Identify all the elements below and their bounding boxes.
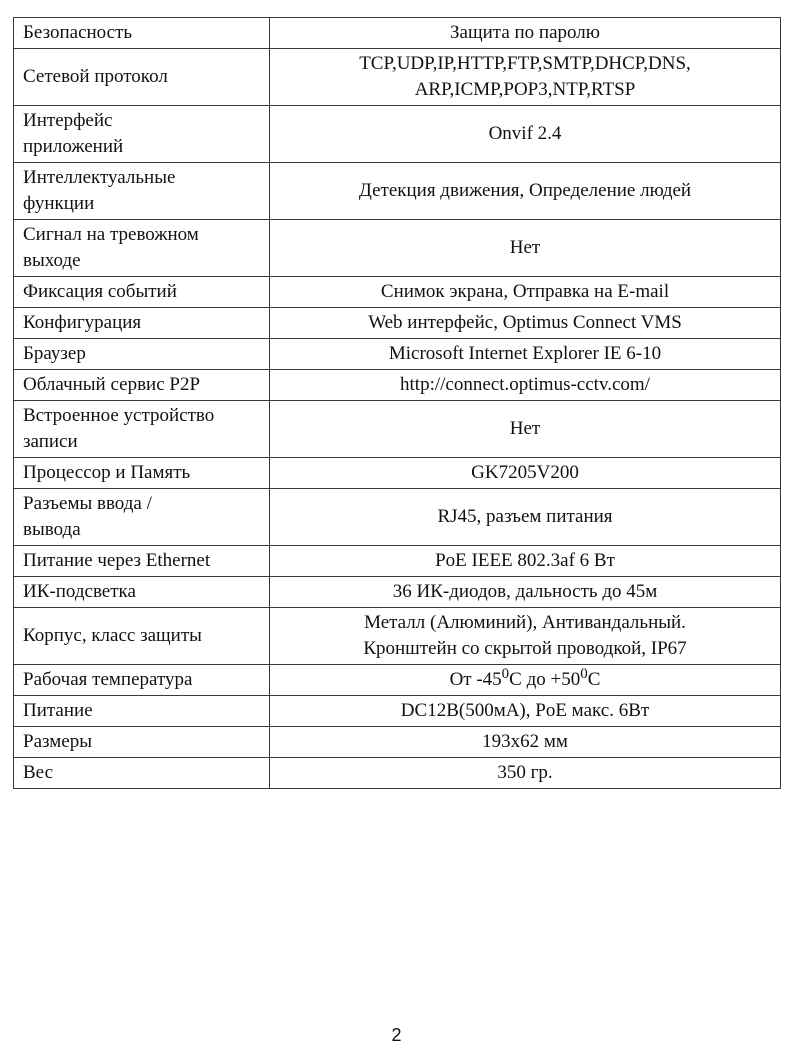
spec-row: [14, 546, 781, 577]
spec-parameter-cell: [14, 18, 270, 49]
spec-value-cell: [270, 339, 781, 370]
spec-value-text: Защита по паролю: [450, 22, 600, 43]
spec-value-text: Web интерфейс, Optimus Connect VMS: [368, 312, 682, 333]
spec-parameter-text: записи: [23, 431, 78, 452]
spec-parameter-text: Интеллектуальные: [23, 167, 176, 188]
spec-value-text: DC12В(500мА), PoE макс. 6Вт: [400, 700, 650, 721]
spec-value-cell: [270, 106, 781, 163]
spec-value-cell: [270, 489, 781, 546]
spec-parameter-cell: [14, 370, 270, 401]
spec-value-text: Нет: [509, 237, 541, 258]
spec-value-text: Microsoft Internet Explorer IE 6-10: [388, 343, 662, 364]
spec-parameter-text: Процессор и Память: [23, 462, 191, 483]
spec-value-cell: [270, 370, 781, 401]
spec-row: [14, 577, 781, 608]
spec-parameter-cell: [14, 277, 270, 308]
spec-parameter-text: Питание: [23, 700, 93, 721]
spec-parameter-cell: [14, 458, 270, 489]
specifications-table: [13, 17, 781, 789]
spec-value-cell: [270, 577, 781, 608]
spec-value-cell: [270, 277, 781, 308]
spec-parameter-cell: [14, 577, 270, 608]
spec-parameter-text: выходе: [23, 250, 81, 271]
spec-parameter-text: Браузер: [23, 343, 86, 364]
spec-value-text: 193x62 мм: [482, 731, 568, 752]
spec-parameter-text: Вес: [23, 762, 54, 783]
spec-value-fragment: От -45: [449, 669, 502, 690]
spec-parameter-text: ИК-подсветка: [23, 581, 136, 602]
spec-value-text: PoE IEEE 802.3af 6 Вт: [435, 550, 615, 571]
spec-parameter-text: приложений: [23, 136, 124, 157]
spec-parameter-text: Встроенное устройство: [23, 405, 215, 426]
spec-row: [14, 106, 781, 163]
spec-value-fragment: С: [587, 669, 601, 690]
spec-parameter-text: вывода: [23, 519, 81, 540]
spec-value-text: TCP,UDP,IP,HTTP,FTP,SMTP,DHCP,DNS,: [359, 53, 691, 74]
spec-value-fragment: С до +50: [509, 669, 581, 690]
spec-parameter-cell: [14, 546, 270, 577]
spec-value-cell: [270, 727, 781, 758]
spec-parameter-cell: [14, 489, 270, 546]
spec-parameter-cell: [14, 401, 270, 458]
spec-parameter-text: Фиксация событий: [23, 281, 177, 302]
spec-row: [14, 220, 781, 277]
spec-row: [14, 489, 781, 546]
spec-value-cell: [270, 546, 781, 577]
spec-row: [14, 758, 781, 789]
degree-superscript: 0: [580, 666, 588, 682]
spec-row: [14, 308, 781, 339]
spec-value-cell: [270, 401, 781, 458]
spec-value-text: 36 ИК-диодов, дальность до 45м: [392, 581, 658, 602]
spec-parameter-text: Корпус, класс защиты: [23, 625, 202, 646]
spec-parameter-text: Разъемы ввода /: [23, 493, 152, 514]
specifications-table-body: [14, 18, 781, 789]
spec-value-cell: [270, 458, 781, 489]
spec-parameter-cell: [14, 220, 270, 277]
spec-parameter-cell: [14, 608, 270, 665]
spec-value-text: Детекция движения, Определение людей: [358, 180, 692, 201]
spec-row: [14, 163, 781, 220]
spec-value-text: Onvif 2.4: [488, 123, 562, 144]
spec-parameter-cell: [14, 665, 270, 696]
spec-value-cell: [270, 49, 781, 106]
spec-value-cell: [270, 220, 781, 277]
spec-parameter-text: Питание через Ethernet: [23, 550, 211, 571]
spec-parameter-cell: [14, 49, 270, 106]
spec-value-cell: [270, 608, 781, 665]
spec-row: [14, 401, 781, 458]
spec-row: [14, 665, 781, 696]
spec-row: [14, 458, 781, 489]
spec-value-text: Нет: [509, 418, 541, 439]
spec-parameter-text: Сетевой протокол: [23, 66, 168, 87]
spec-row: [14, 727, 781, 758]
spec-row: [14, 339, 781, 370]
spec-value-cell: [270, 308, 781, 339]
spec-parameter-text: Облачный сервис P2P: [23, 374, 201, 395]
spec-value-text: Кронштейн со скрытой проводкой, IP67: [363, 638, 687, 659]
spec-parameter-cell: [14, 163, 270, 220]
spec-parameter-text: Интерфейс: [23, 110, 113, 131]
spec-value-cell: [270, 758, 781, 789]
spec-row: [14, 370, 781, 401]
page-number: 2: [391, 1025, 402, 1045]
spec-value-text: ARP,ICMP,POP3,NTP,RTSP: [414, 79, 636, 100]
spec-value-cell: [270, 665, 781, 696]
spec-value-text: Снимок экрана, Отправка на E-mail: [380, 281, 670, 302]
spec-value-cell: [270, 18, 781, 49]
spec-parameter-cell: [14, 696, 270, 727]
spec-parameter-text: Конфигурация: [23, 312, 142, 333]
spec-parameter-text: Размеры: [23, 731, 92, 752]
spec-value-cell: [270, 163, 781, 220]
spec-parameter-cell: [14, 308, 270, 339]
spec-value-text: Металл (Алюминий), Антивандальный.: [364, 612, 686, 633]
spec-parameter-text: Сигнал на тревожном: [23, 224, 199, 245]
spec-row: [14, 696, 781, 727]
spec-value-text: http://connect.optimus-cctv.com/: [400, 374, 650, 395]
spec-value-text: GK7205V200: [471, 462, 579, 483]
spec-row: [14, 18, 781, 49]
spec-value-text: RJ45, разъем питания: [437, 506, 613, 527]
spec-parameter-cell: [14, 758, 270, 789]
spec-value-cell: [270, 696, 781, 727]
spec-parameter-cell: [14, 106, 270, 163]
spec-value-text: 350 гр.: [497, 762, 553, 783]
spec-parameter-text: функции: [23, 193, 95, 214]
spec-row: [14, 608, 781, 665]
spec-parameter-cell: [14, 727, 270, 758]
spec-parameter-cell: [14, 339, 270, 370]
spec-row: [14, 49, 781, 106]
spec-parameter-text: Рабочая температура: [23, 669, 193, 690]
spec-row: [14, 277, 781, 308]
degree-superscript: 0: [501, 666, 510, 682]
spec-value-text: [276, 667, 774, 693]
spec-parameter-text: Безопасность: [23, 22, 133, 43]
